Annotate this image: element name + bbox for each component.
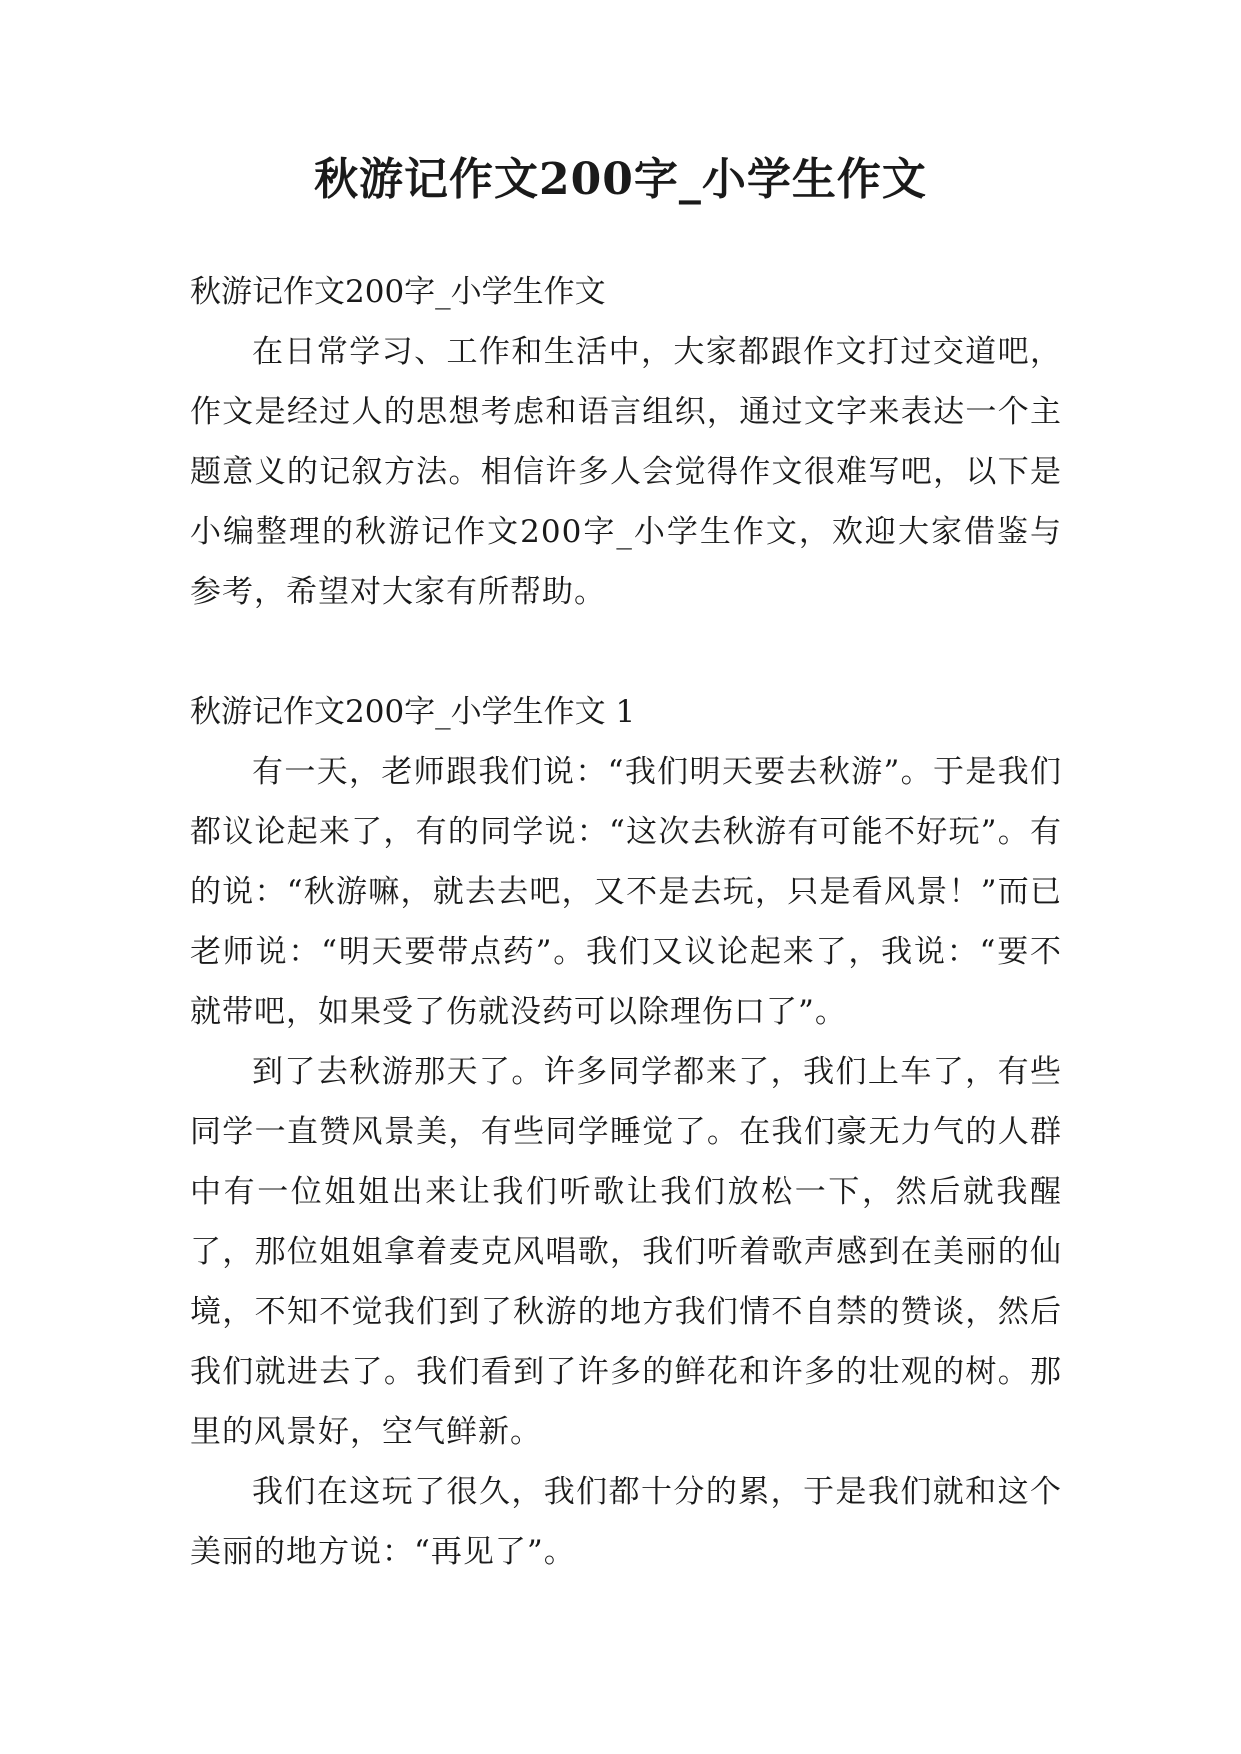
section-spacer [190,622,1062,682]
intro-heading: 秋游记作文200字_小学生作文 [190,274,606,310]
essay-paragraph: 我们在这玩了很久，我们都十分的累，于是我们就和这个美丽的地方说：“再见了”。 [190,1474,1062,1570]
essay-heading: 秋游记作文200字_小学生作文 1 [190,694,636,730]
essay-paragraph: 有一天，老师跟我们说：“我们明天要去秋游”。于是我们都议论起来了，有的同学说：“这次去秋游有可能不好玩”。有的说：“秋游嘛，就去去吧，又不是去玩，只是看风景！”而已老师说：“明天要带点药”。我们又议论起来了，我说：“要不就带吧，如果受了伤就没药可以除理伤口了”。 [190,754,1062,1030]
essay-paragraph: 到了去秋游那天了。许多同学都来了，我们上车了，有些同学一直赞风景美，有些同学睡觉了。在我们豪无力气的人群中有一位姐姐出来让我们听歌让我们放松一下，然后就我醒了，那位姐姐拿着麦克风唱歌，我们听着歌声感到在美丽的仙境，不知不觉我们到了秋游的地方我们情不自禁的赞谈，然后我们就进去了。我们看到了许多的鲜花和许多的壮观的树。那里的风景好，空气鲜新。 [190,1054,1062,1450]
document-body [190,262,1062,1582]
document-title: 秋游记作文200字_小学生作文 [314,154,927,205]
intro-paragraph: 在日常学习、工作和生活中，大家都跟作文打过交道吧，作文是经过人的思想考虑和语言组织，通过文字来表达一个主题意义的记叙方法。相信许多人会觉得作文很难写吧，以下是小编整理的秋游记作文200字_小学生作文，欢迎大家借鉴与参考，希望对大家有所帮助。 [190,334,1062,610]
